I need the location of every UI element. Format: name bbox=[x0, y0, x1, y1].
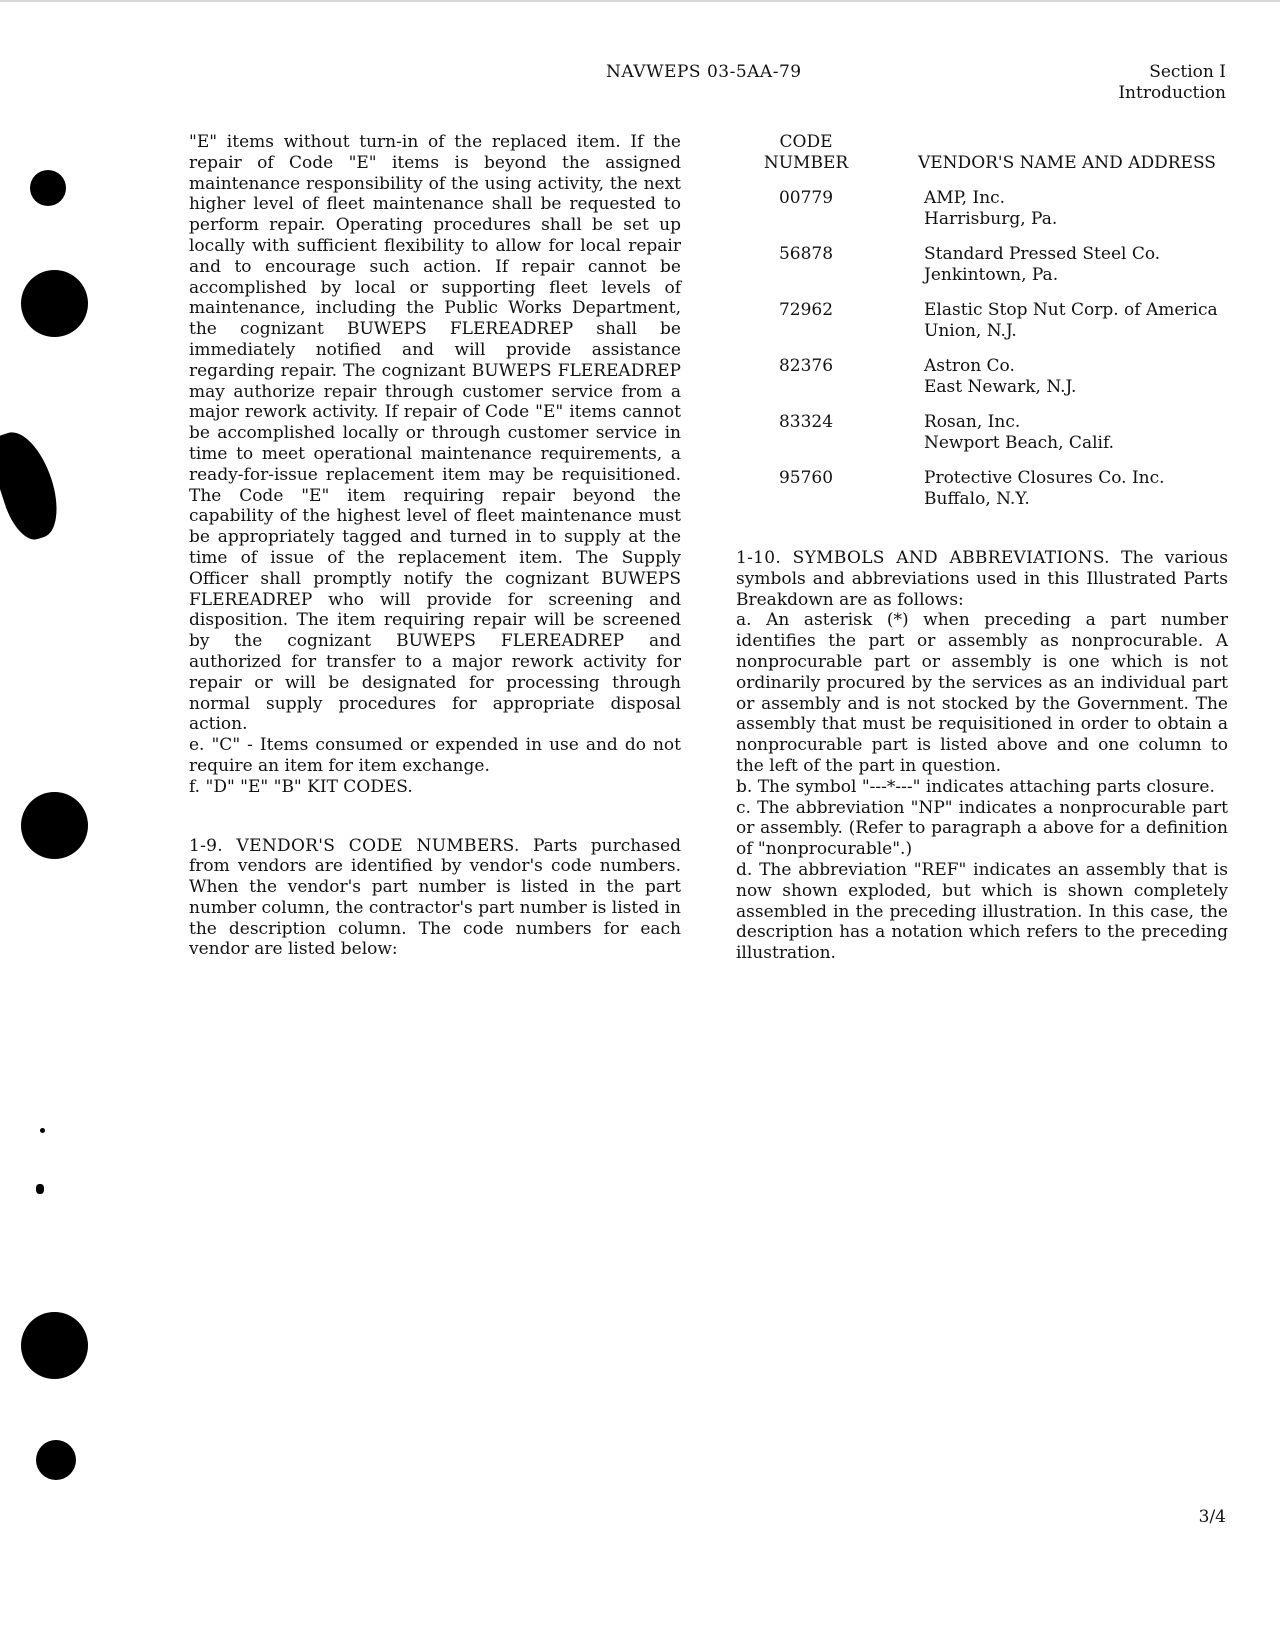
scan-smudge bbox=[0, 425, 68, 546]
vendor-name-address: Protective Closures Co. Inc. Buffalo, N.Y. bbox=[924, 468, 1165, 509]
vendor-code: 00779 bbox=[778, 188, 834, 208]
table-row bbox=[736, 174, 1228, 230]
document-number: NAVWEPS 03-5AA-79 bbox=[606, 62, 802, 82]
symbols-item-a: a. An asterisk (*) when preceding a part number identifies the part or assembly as nonprocurable. A nonprocurable part or assembly is one which is not ordinarily procured by the services as an individual part or assembly and is not stocked by the Government. The assembly that must be requisitioned in order to obtain a nonprocurable part is listed above and one column to the left of the part in question. bbox=[736, 610, 1228, 776]
vendor-name-address: Standard Pressed Steel Co. Jenkintown, Pa. bbox=[924, 244, 1161, 285]
left-column bbox=[189, 132, 681, 960]
scan-top-edge bbox=[0, 0, 1280, 2]
binder-hole bbox=[21, 270, 88, 337]
table-row bbox=[736, 398, 1228, 454]
vendor-table-header bbox=[736, 132, 1228, 174]
table-row bbox=[736, 286, 1228, 342]
vendor-table bbox=[736, 132, 1228, 510]
vendor-name-address: Astron Co. East Newark, N.J. bbox=[924, 356, 1077, 397]
vendor-name-address: Rosan, Inc. Newport Beach, Calif. bbox=[924, 412, 1115, 453]
para-f-kit-codes: f. "D" "E" "B" KIT CODES. bbox=[189, 776, 413, 797]
vendor-code: 72962 bbox=[778, 300, 834, 320]
symbols-paragraph bbox=[736, 548, 1228, 610]
section-label bbox=[1118, 62, 1226, 104]
binder-hole bbox=[30, 170, 66, 206]
table-row bbox=[736, 342, 1228, 398]
vendor-code-text: Parts purchased from vendors are identified by vendor's code numbers. When the vendor's part number is listed in the part number column, the contractor's part number is listed in the description column. The code numbers for each vendor are listed below: bbox=[189, 835, 681, 960]
table-row bbox=[736, 230, 1228, 286]
para-e-continued: "E" items without turn-in of the replaced item. If the repair of Code "E" items is beyond the assigned maintenance responsibility of the using activity, the next higher level of fleet maintenance shall be requested to perform repair. Operating procedures shall be set up locally with sufficient flexibility to allow for local repair and to encourage such action. If repair cannot be accomplished by local or supporting fleet levels of maintenance, including the Public Works Department, the cognizant BUWEPS FLEREADREP shall be immediately notified and will provide assistance regarding repair. The cognizant BUWEPS FLEREADREP may authorize repair through customer service from a major rework activity. If repair of Code "E" items cannot be accomplished locally or through customer service in time to meet operational maintenance requirements, a ready-for-issue replacement item may be requisitioned. The Code "E" item requiring repair beyond the capability of the highest level of fleet maintenance must be appropriately tagged and turned in to supply at the time of issue of the replacement item. The Supply Officer shall promptly notify the cognizant BUWEPS FLEREADREP who will provide for screening and disposition. The item requiring repair will be screened by the cognizant BUWEPS FLEREADREP and authorized for transfer to a major rework activity for repair or will be designated for processing through normal supply procedures for appropriate disposal action. bbox=[189, 132, 681, 735]
code-number-header: CODE NUMBER bbox=[763, 132, 849, 173]
symbols-item-d: d. The abbreviation "REF" indicates an assembly that is now shown exploded, but which is shown completely assembled in the preceding illustration. In this case, the description has a notation which refers to the preceding illustration. bbox=[736, 859, 1228, 964]
vendor-name-address: Elastic Stop Nut Corp. of America Union, N.J. bbox=[924, 300, 1218, 341]
table-row bbox=[736, 454, 1228, 510]
symbols-item-b: b. The symbol "---*---" indicates attaching parts closure. bbox=[736, 776, 1215, 797]
binder-hole bbox=[21, 792, 88, 859]
right-column bbox=[736, 132, 1228, 964]
binder-hole bbox=[21, 1312, 88, 1379]
symbols-heading: 1-10. SYMBOLS AND ABBREVIATIONS. bbox=[736, 548, 1110, 568]
vendor-name-header: VENDOR'S NAME AND ADDRESS bbox=[918, 153, 1216, 173]
vendor-code: 95760 bbox=[778, 468, 834, 488]
vendor-name-address: AMP, Inc. Harrisburg, Pa. bbox=[924, 188, 1058, 229]
scan-speck bbox=[36, 1184, 44, 1194]
vendor-code: 82376 bbox=[778, 356, 834, 376]
page-number: 3/4 bbox=[1198, 1507, 1226, 1527]
vendor-code-heading: 1-9. VENDOR'S CODE NUMBERS. bbox=[189, 835, 520, 856]
binder-hole bbox=[36, 1440, 76, 1480]
para-e-consumables: e. "C" - Items consumed or expended in use and do not require an item for item exchange. bbox=[189, 735, 681, 776]
vendor-code: 56878 bbox=[778, 244, 834, 264]
scan-speck bbox=[40, 1128, 45, 1133]
section-title: Introduction bbox=[1118, 83, 1226, 103]
vendor-code-paragraph bbox=[189, 836, 681, 961]
vendor-code: 83324 bbox=[778, 412, 834, 432]
symbols-item-c: c. The abbreviation "NP" indicates a nonprocurable part or assembly. (Refer to paragraph a above for a definition of "nonprocurable".) bbox=[736, 797, 1228, 860]
section-number: Section I bbox=[1149, 62, 1226, 82]
symbols-intro: The various symbols and abbreviations used in this Illustrated Parts Breakdown are as follows: bbox=[736, 548, 1229, 610]
